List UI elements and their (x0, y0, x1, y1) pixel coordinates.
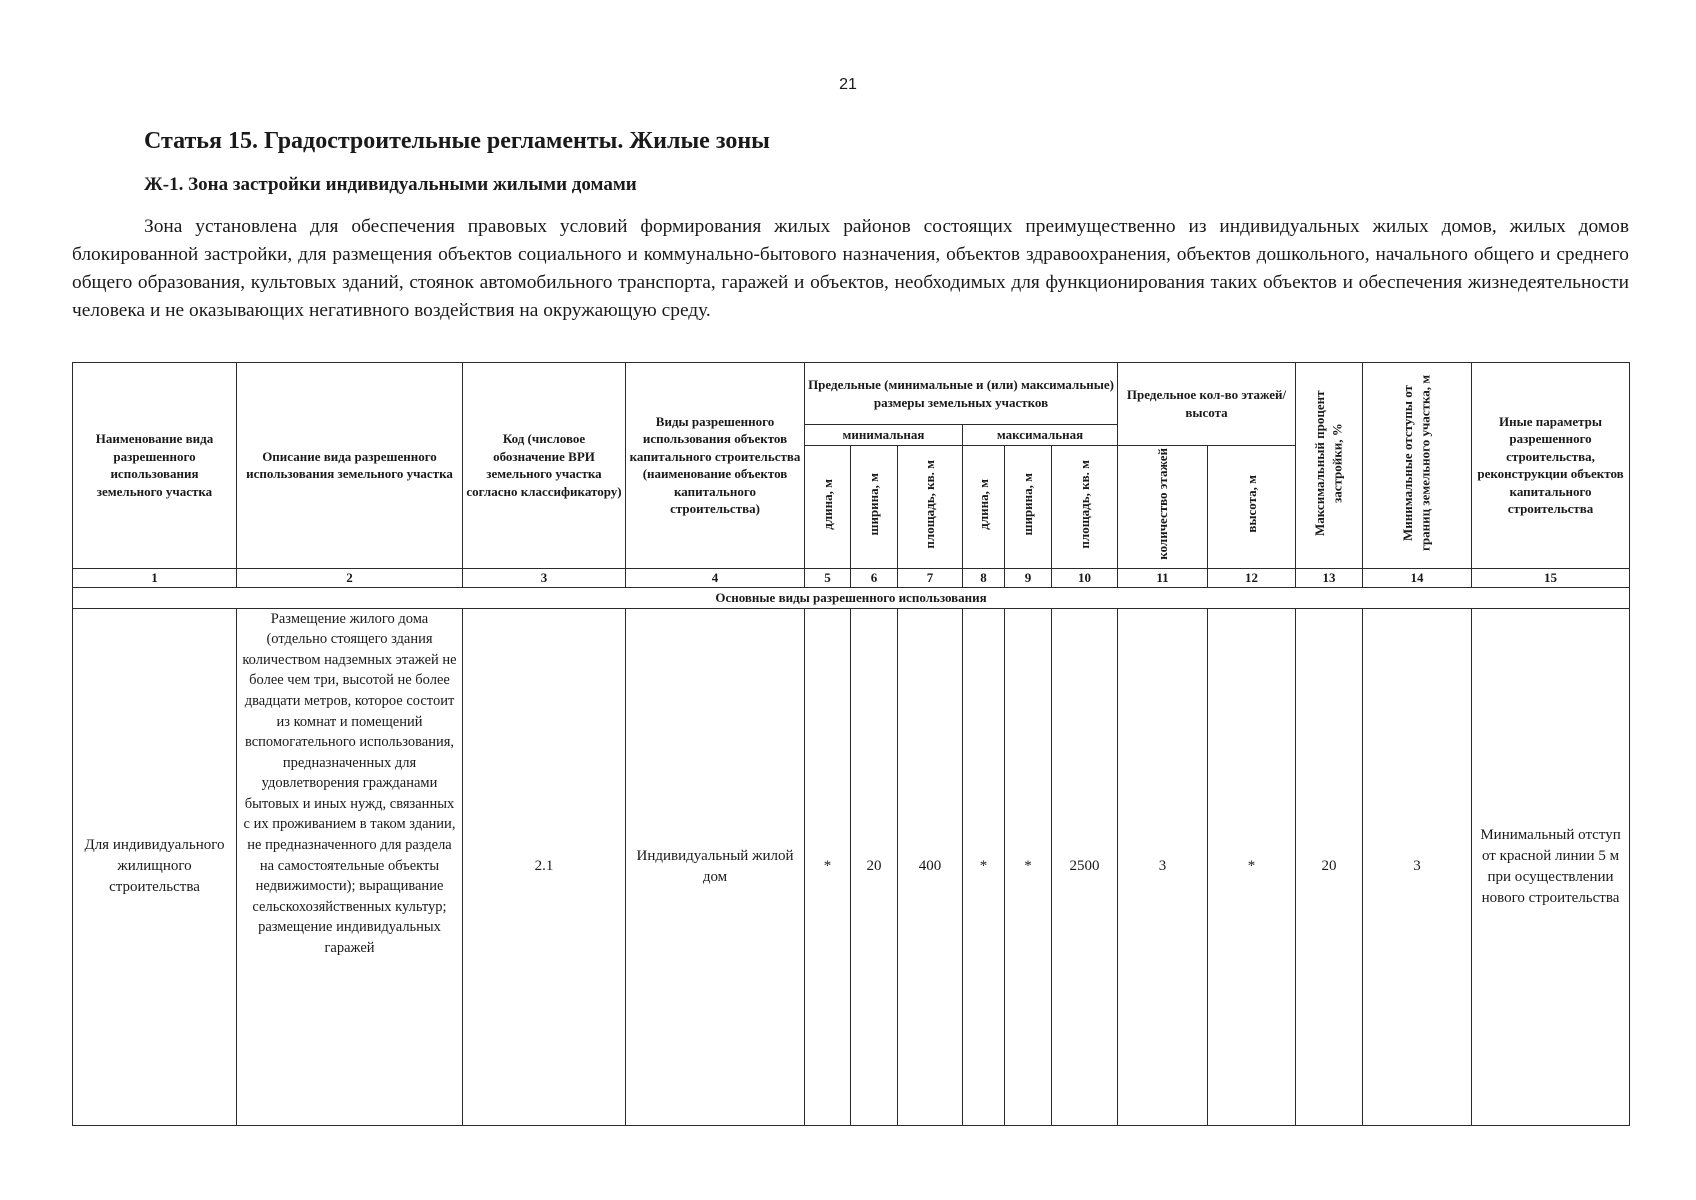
column-numbers-row (73, 568, 1630, 587)
cell-use-name: Для индивидуального жилищного строительства (73, 608, 237, 1125)
cell-height: * (1208, 608, 1296, 1125)
column-number: 12 (1208, 568, 1296, 587)
header-other-params: Иные параметры разрешенного строительства, реконструкции объектов капитального строительства (1472, 363, 1630, 569)
regulations-table (72, 362, 1630, 1126)
column-number: 4 (626, 568, 805, 587)
cell-min-area: 400 (898, 608, 963, 1125)
column-number: 6 (851, 568, 898, 587)
header-floors: количество этажей (1118, 445, 1208, 568)
header-minimum: минимальная (805, 425, 963, 445)
section-title: Основные виды разрешенного использования (73, 587, 1630, 608)
cell-min-width: 20 (851, 608, 898, 1125)
page-number: 21 (839, 76, 857, 93)
column-number: 8 (963, 568, 1005, 587)
zone-title: Ж-1. Зона застройки индивидуальными жилыми домами (144, 174, 637, 195)
header-max-width: ширина, м (1005, 445, 1052, 568)
header-min-area: площадь, кв. м (898, 445, 963, 568)
column-number: 9 (1005, 568, 1052, 587)
column-number: 1 (73, 568, 237, 587)
cell-max-percent: 20 (1296, 608, 1363, 1125)
column-number: 3 (463, 568, 626, 587)
cell-max-width: * (1005, 608, 1052, 1125)
article-title: Статья 15. Градостроительные регламенты. Жилые зоны (144, 128, 770, 154)
header-height: высота, м (1208, 445, 1296, 568)
cell-other-params: Минимальный отступ от красной линии 5 м при осуществлении нового строительства (1472, 608, 1630, 1125)
header-min-setback: Минимальные отступы от границ земельного участка, м (1363, 363, 1472, 569)
cell-min-setback: 3 (1363, 608, 1472, 1125)
header-use-name: Наименование вида разрешенного использования земельного участка (73, 363, 237, 569)
table-row (73, 608, 1630, 1125)
column-number: 14 (1363, 568, 1472, 587)
section-row (73, 587, 1630, 608)
cell-code: 2.1 (463, 608, 626, 1125)
cell-max-area: 2500 (1052, 608, 1118, 1125)
column-number: 7 (898, 568, 963, 587)
header-maximum: максимальная (963, 425, 1118, 445)
column-number: 2 (237, 568, 463, 587)
header-min-width: ширина, м (851, 445, 898, 568)
intro-paragraph: Зона установлена для обеспечения правовых условий формирования жилых районов состоящих преимущественно из индивидуальных жилых домов, жилых домов блокированной застройки, для размещения объектов социального и коммунально-бытового назначения, объектов здравоохранения, объектов дошкольного, начального общего и среднего общего образования, культовых зданий, стоянок автомобильного транспорта, гаражей и объектов, необходимых для функционирования таких объектов и обеспечения жизнедеятельности человека и не оказывающих негативного воздействия на окружающую среду. (72, 216, 1629, 321)
header-code: Код (числовое обозначение ВРИ земельного участка согласно классификатору) (463, 363, 626, 569)
header-min-length: длина, м (805, 445, 851, 568)
header-floors-height: Предельное кол-во этажей/высота (1118, 363, 1296, 446)
cell-use-description: Размещение жилого дома (отдельно стоящего здания количеством надземных этажей не более чем три, высотой не более двадцати метров, которое состоит из комнат и помещений вспомогательного использования, предназначенных для удовлетворения гражданами бытовых и иных нужд, связанных с их проживанием в таком здании, не предназначенного для раздела на самостоятельные объекты недвижимости); выращивание сельскохозяйственных культур; размещение индивидуальных гаражей (237, 608, 463, 1125)
header-max-percent: Максимальный процент застройки, % (1296, 363, 1363, 569)
cell-max-length: * (963, 608, 1005, 1125)
column-number: 15 (1472, 568, 1630, 587)
column-number: 10 (1052, 568, 1118, 587)
column-number: 5 (805, 568, 851, 587)
header-max-area: площадь, кв. м (1052, 445, 1118, 568)
column-number: 13 (1296, 568, 1363, 587)
cell-floors: 3 (1118, 608, 1208, 1125)
header-use-description: Описание вида разрешенного использования земельного участка (237, 363, 463, 569)
cell-min-length: * (805, 608, 851, 1125)
header-object-types: Виды разрешенного использования объектов капитального строительства (наименование объектов капитального строительства) (626, 363, 805, 569)
header-max-length: длина, м (963, 445, 1005, 568)
header-plot-sizes: Предельные (минимальные и (или) максимальные) размеры земельных участков (805, 363, 1118, 425)
column-number: 11 (1118, 568, 1208, 587)
cell-object: Индивидуальный жилой дом (626, 608, 805, 1125)
